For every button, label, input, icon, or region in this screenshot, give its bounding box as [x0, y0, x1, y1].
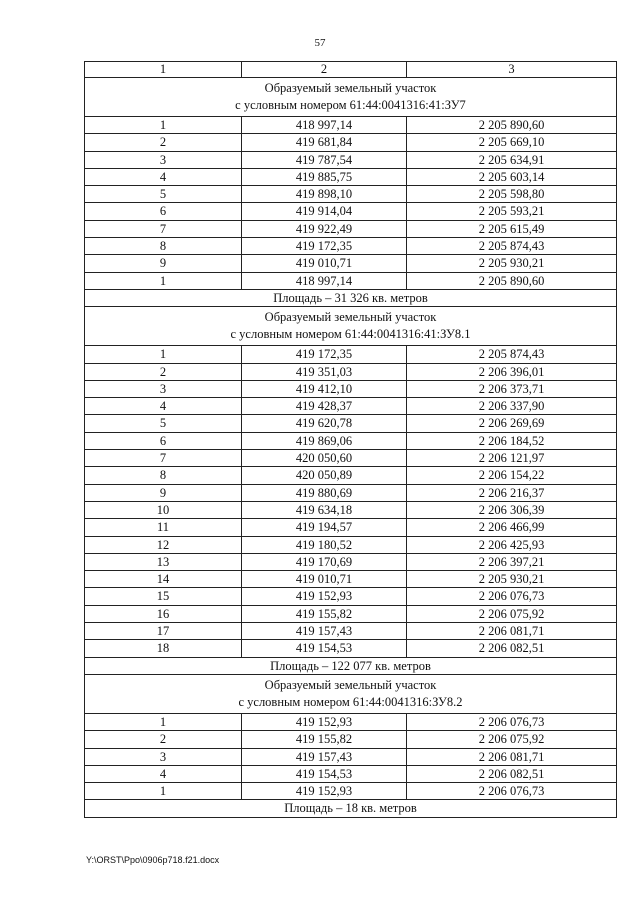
x-coordinate: 419 922,49: [242, 220, 407, 237]
y-coordinate: 2 205 603,14: [407, 168, 617, 185]
y-coordinate: 2 206 082,51: [407, 765, 617, 782]
point-number: 18: [85, 640, 242, 657]
point-number: 1: [85, 117, 242, 134]
table-row: [85, 450, 617, 467]
y-coordinate: 2 206 184,52: [407, 432, 617, 449]
x-coordinate: 419 172,35: [242, 346, 407, 363]
point-number: 1: [85, 272, 242, 289]
x-coordinate: 419 620,78: [242, 415, 407, 432]
x-coordinate: 419 010,71: [242, 255, 407, 272]
x-coordinate: 419 412,10: [242, 380, 407, 397]
y-coordinate: 2 205 930,21: [407, 255, 617, 272]
x-coordinate: 419 154,53: [242, 765, 407, 782]
y-coordinate: 2 206 337,90: [407, 398, 617, 415]
table-row: [85, 380, 617, 397]
y-coordinate: 2 206 081,71: [407, 748, 617, 765]
section-title: [85, 674, 617, 713]
table-row: [85, 588, 617, 605]
table-row: [85, 536, 617, 553]
section-title-row: [85, 307, 617, 346]
x-coordinate: 419 914,04: [242, 203, 407, 220]
x-coordinate: 420 050,60: [242, 450, 407, 467]
point-number: 4: [85, 765, 242, 782]
point-number: 6: [85, 432, 242, 449]
page-number: 57: [314, 37, 326, 49]
point-number: 5: [85, 186, 242, 203]
y-coordinate: 2 205 874,43: [407, 346, 617, 363]
area-text: Площадь – 122 077 кв. метров: [85, 657, 617, 674]
y-coordinate: 2 205 874,43: [407, 238, 617, 255]
x-coordinate: 419 885,75: [242, 168, 407, 185]
y-coordinate: 2 206 466,99: [407, 519, 617, 536]
x-coordinate: 419 155,82: [242, 605, 407, 622]
table-row: [85, 501, 617, 518]
x-coordinate: 419 157,43: [242, 623, 407, 640]
y-coordinate: 2 206 081,71: [407, 623, 617, 640]
section-title-line-2: с условным номером 61:44:0041316:41:ЗУ7: [235, 98, 466, 112]
table-row: [85, 432, 617, 449]
x-coordinate: 419 155,82: [242, 731, 407, 748]
table-row: [85, 203, 617, 220]
area-row: [85, 800, 617, 817]
table-row: [85, 117, 617, 134]
footer-file-path: Y:\ORST\Ppo\0906p718.f21.docx: [86, 855, 220, 865]
point-number: 5: [85, 415, 242, 432]
x-coordinate: 419 152,93: [242, 588, 407, 605]
section-title-line-2: с условным номером 61:44:0041316:41:ЗУ8.1: [230, 327, 471, 342]
x-coordinate: 419 428,37: [242, 398, 407, 415]
point-number: 7: [85, 220, 242, 237]
y-coordinate: 2 205 669,10: [407, 134, 617, 151]
table-row: [85, 186, 617, 203]
area-row: [85, 289, 617, 306]
x-coordinate: 419 869,06: [242, 432, 407, 449]
y-coordinate: 2 205 593,21: [407, 203, 617, 220]
x-coordinate: 419 180,52: [242, 536, 407, 553]
y-coordinate: 2 206 425,93: [407, 536, 617, 553]
point-number: 9: [85, 255, 242, 272]
x-coordinate: 419 898,10: [242, 186, 407, 203]
y-coordinate: 2 206 154,22: [407, 467, 617, 484]
x-coordinate: 419 152,93: [242, 713, 407, 730]
point-number: 14: [85, 571, 242, 588]
point-number: 15: [85, 588, 242, 605]
table-row: [85, 623, 617, 640]
point-number: 6: [85, 203, 242, 220]
point-number: 4: [85, 398, 242, 415]
table-row: [85, 553, 617, 570]
table-row: [85, 168, 617, 185]
point-number: 8: [85, 467, 242, 484]
point-number: 11: [85, 519, 242, 536]
point-number: 3: [85, 151, 242, 168]
coordinates-table: [84, 61, 617, 818]
y-coordinate: 2 206 082,51: [407, 640, 617, 657]
table-row: [85, 765, 617, 782]
x-coordinate: 418 997,14: [242, 117, 407, 134]
table-row: [85, 346, 617, 363]
point-number: 13: [85, 553, 242, 570]
y-coordinate: 2 206 075,92: [407, 605, 617, 622]
table-row: [85, 467, 617, 484]
section-title: [85, 78, 617, 117]
point-number: 17: [85, 623, 242, 640]
coordinates-table-body: [85, 62, 617, 818]
x-coordinate: 418 997,14: [242, 272, 407, 289]
x-coordinate: 419 157,43: [242, 748, 407, 765]
y-coordinate: 2 206 076,73: [407, 588, 617, 605]
y-coordinate: 2 205 890,60: [407, 117, 617, 134]
x-coordinate: 419 880,69: [242, 484, 407, 501]
y-coordinate: 2 205 930,21: [407, 571, 617, 588]
y-coordinate: 2 205 890,60: [407, 272, 617, 289]
point-number: 9: [85, 484, 242, 501]
y-coordinate: 2 206 397,21: [407, 553, 617, 570]
table-row: [85, 640, 617, 657]
y-coordinate: 2 206 396,01: [407, 363, 617, 380]
point-number: 1: [85, 713, 242, 730]
table-row: [85, 605, 617, 622]
y-coordinate: 2 206 121,97: [407, 450, 617, 467]
table-row: [85, 748, 617, 765]
x-coordinate: 419 154,53: [242, 640, 407, 657]
section-title-row: [85, 674, 617, 713]
table-row: [85, 272, 617, 289]
point-number: 8: [85, 238, 242, 255]
area-text: Площадь – 18 кв. метров: [85, 800, 617, 817]
x-coordinate: 419 172,35: [242, 238, 407, 255]
table-row: [85, 238, 617, 255]
section-title: [85, 307, 617, 346]
header-col-1: 1: [85, 62, 242, 78]
y-coordinate: 2 206 306,39: [407, 501, 617, 518]
table-row: [85, 713, 617, 730]
x-coordinate: 419 681,84: [242, 134, 407, 151]
x-coordinate: 419 152,93: [242, 783, 407, 800]
table-row: [85, 415, 617, 432]
area-row: [85, 657, 617, 674]
point-number: 2: [85, 363, 242, 380]
y-coordinate: 2 206 076,73: [407, 713, 617, 730]
point-number: 1: [85, 346, 242, 363]
y-coordinate: 2 205 615,49: [407, 220, 617, 237]
y-coordinate: 2 206 373,71: [407, 380, 617, 397]
y-coordinate: 2 206 216,37: [407, 484, 617, 501]
x-coordinate: 419 634,18: [242, 501, 407, 518]
table-row: [85, 519, 617, 536]
point-number: 2: [85, 731, 242, 748]
section-title-line-1: Образуемый земельный участок: [264, 677, 437, 692]
table-row: [85, 571, 617, 588]
section-title-row: [85, 78, 617, 117]
table-row: [85, 151, 617, 168]
y-coordinate: 2 206 075,92: [407, 731, 617, 748]
x-coordinate: 419 194,57: [242, 519, 407, 536]
point-number: 4: [85, 168, 242, 185]
y-coordinate: 2 206 076,73: [407, 783, 617, 800]
point-number: 10: [85, 501, 242, 518]
header-col-3: 3: [407, 62, 617, 78]
area-text: Площадь – 31 326 кв. метров: [85, 289, 617, 306]
y-coordinate: 2 205 634,91: [407, 151, 617, 168]
table-row: [85, 363, 617, 380]
section-title-line-2: с условным номером 61:44:0041316:ЗУ8.2: [238, 694, 463, 709]
table-row: [85, 484, 617, 501]
y-coordinate: 2 206 269,69: [407, 415, 617, 432]
point-number: 3: [85, 748, 242, 765]
point-number: 2: [85, 134, 242, 151]
point-number: 1: [85, 783, 242, 800]
header-col-2: 2: [242, 62, 407, 78]
section-title-line-1: Образуемый земельный участок: [264, 310, 437, 325]
section-title-line-1: Образуемый земельный участок: [264, 81, 437, 95]
point-number: 7: [85, 450, 242, 467]
table-row: [85, 220, 617, 237]
point-number: 16: [85, 605, 242, 622]
table-row: [85, 731, 617, 748]
x-coordinate: 419 787,54: [242, 151, 407, 168]
point-number: 3: [85, 380, 242, 397]
table-header-row: [85, 62, 617, 78]
table-row: [85, 398, 617, 415]
x-coordinate: 419 170,69: [242, 553, 407, 570]
x-coordinate: 419 010,71: [242, 571, 407, 588]
table-row: [85, 134, 617, 151]
x-coordinate: 419 351,03: [242, 363, 407, 380]
table-row: [85, 783, 617, 800]
x-coordinate: 420 050,89: [242, 467, 407, 484]
point-number: 12: [85, 536, 242, 553]
y-coordinate: 2 205 598,80: [407, 186, 617, 203]
table-row: [85, 255, 617, 272]
